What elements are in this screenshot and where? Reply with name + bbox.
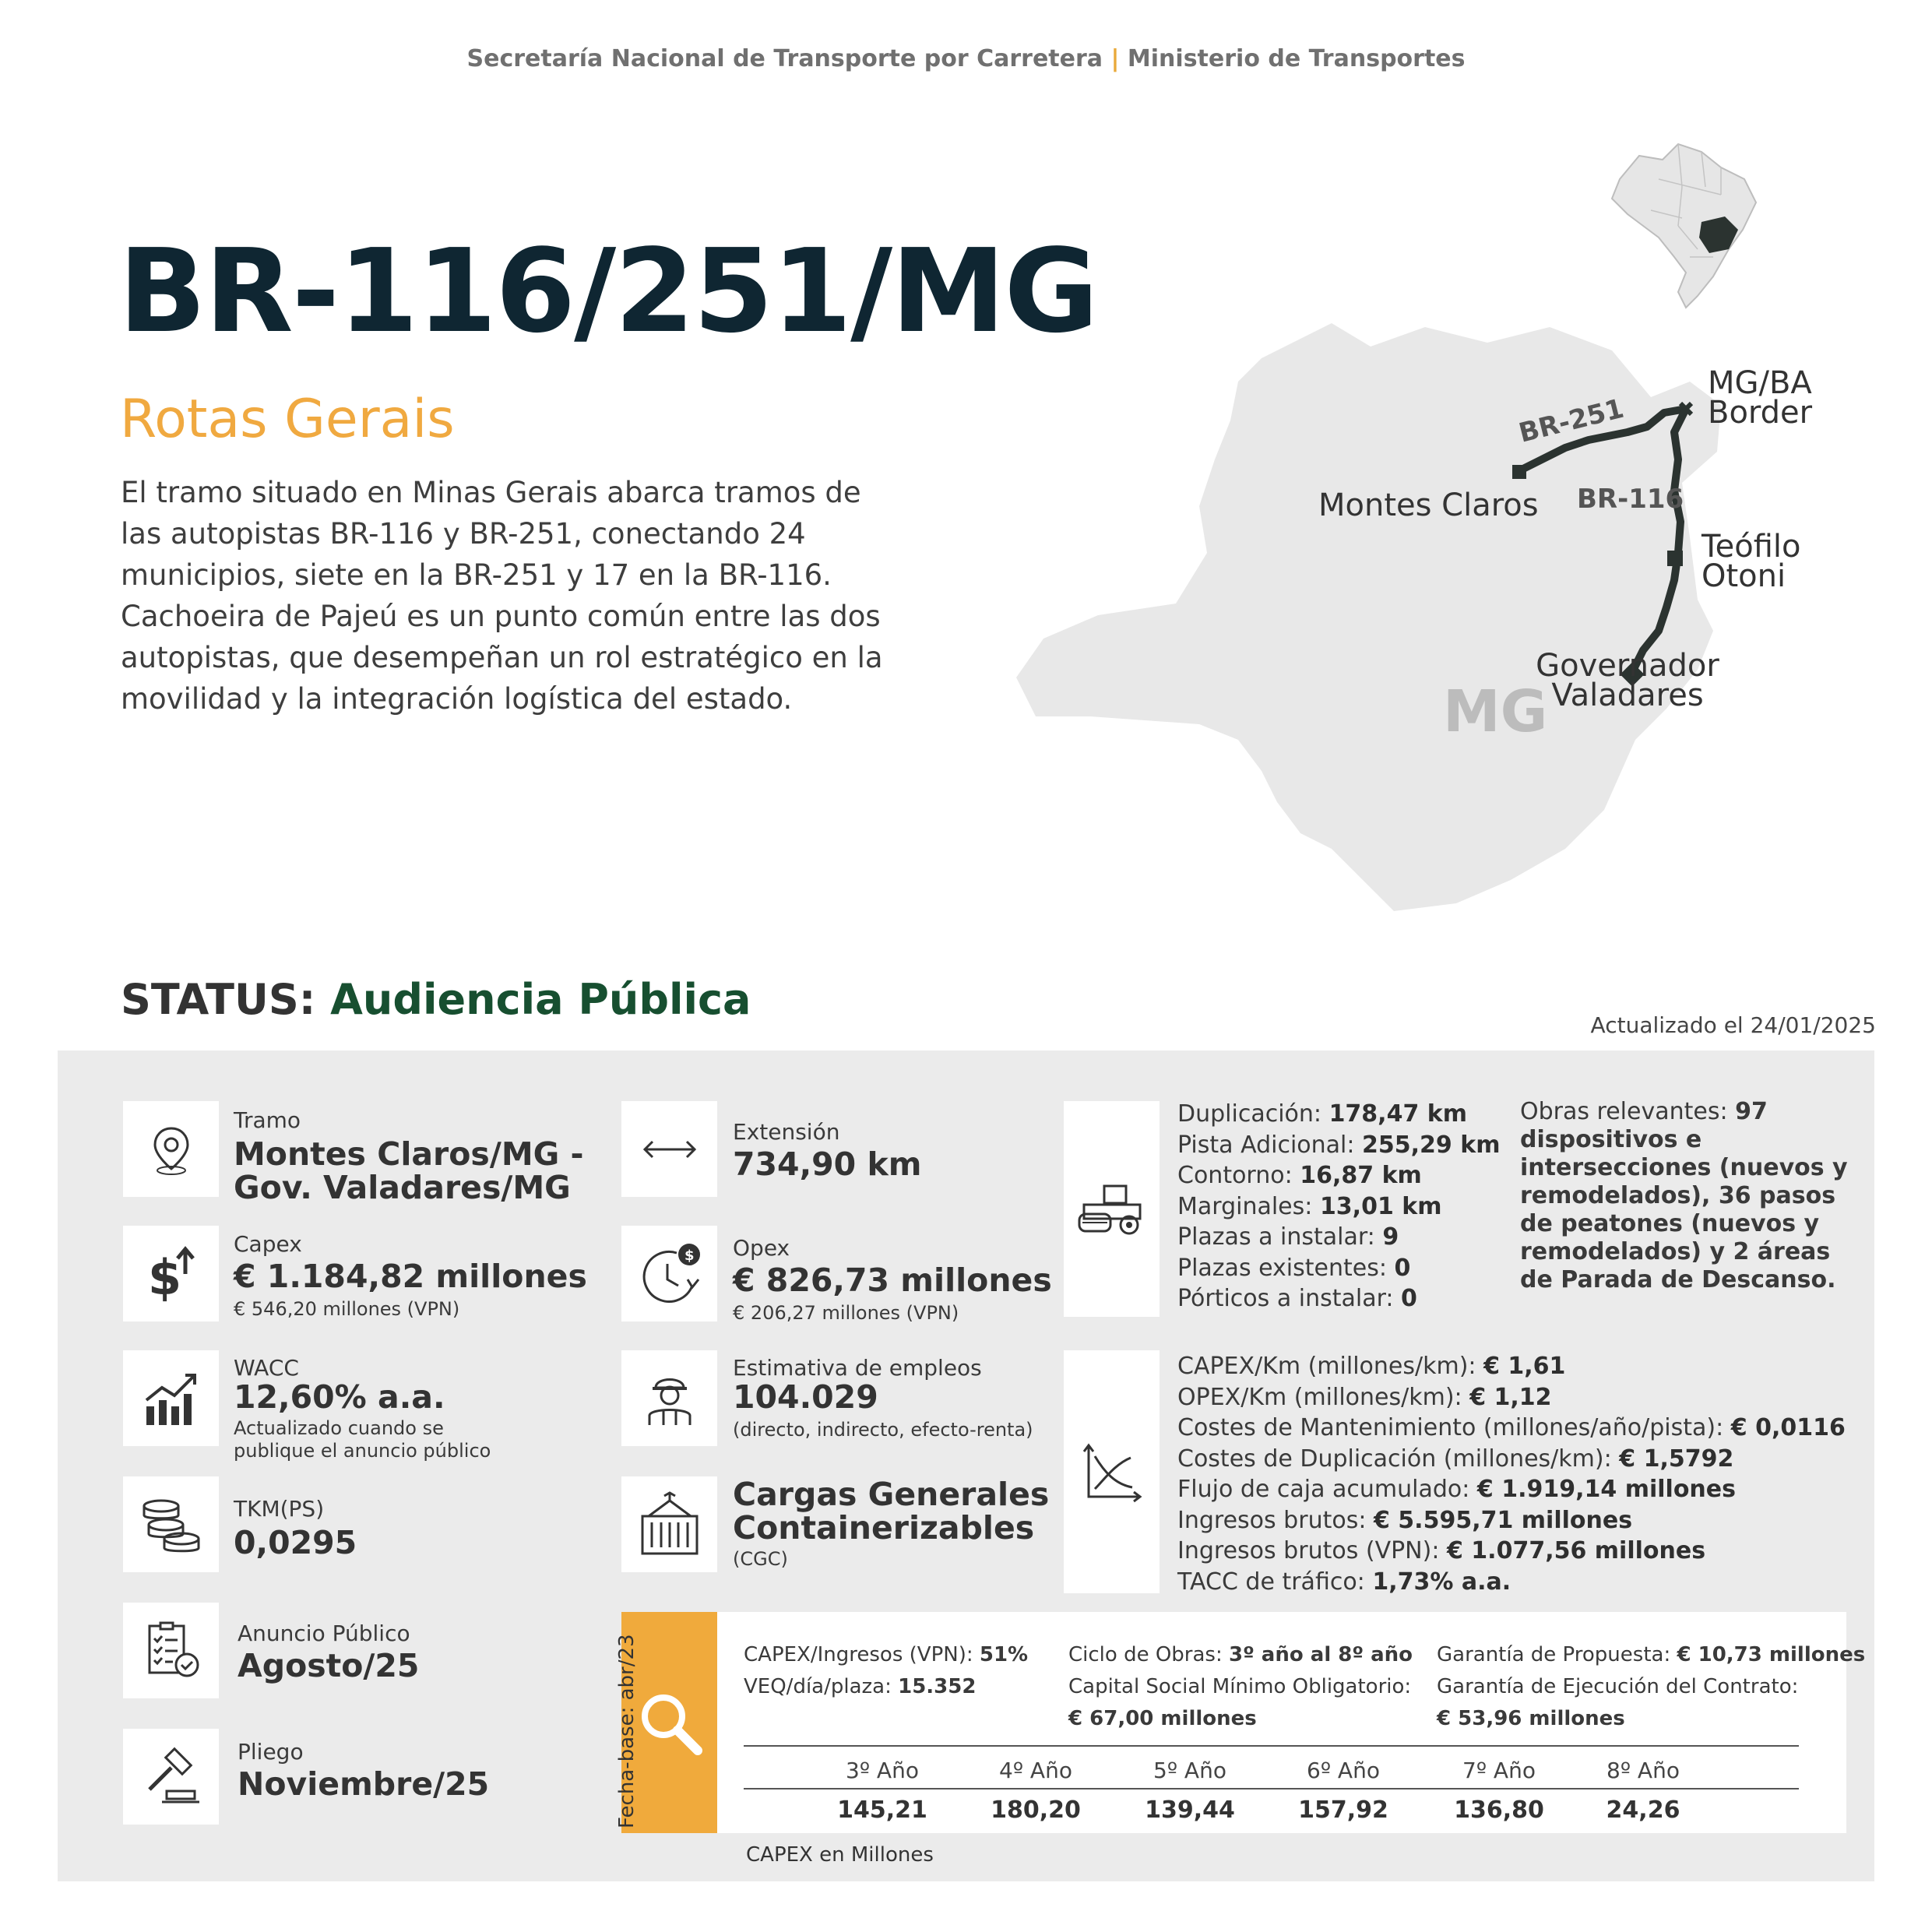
year-header: 4º Año (999, 1758, 1072, 1783)
montes-claros-marker (1512, 465, 1526, 479)
org-ministerio: Ministerio de Transportes (1127, 45, 1466, 72)
obras-relevantes (1520, 1098, 1870, 1294)
label-br-251: BR-251 (1515, 392, 1628, 449)
capital-label: Capital Social Mínimo Obligatorio: (1068, 1675, 1412, 1698)
teofilo-otoni-marker (1667, 551, 1683, 566)
tramo-line1: Montes Claros/MG - (234, 1135, 584, 1174)
label-montes-claros: Montes Claros (1318, 487, 1539, 523)
empleos-label: Estimativa de empleos (733, 1355, 982, 1381)
brazil-locator-map (1604, 140, 1760, 311)
dollar-up-icon (140, 1243, 202, 1305)
works-item: Duplicación: 178,47 km (1177, 1100, 1467, 1128)
empleos-icon-box (621, 1350, 717, 1446)
wacc-note-1: Actualizado cuando se (234, 1417, 444, 1440)
label-otoni: Otoni (1701, 558, 1786, 594)
works-item: Plazas existentes: 0 (1177, 1254, 1411, 1282)
double-arrow-icon (639, 1134, 701, 1165)
finance-item: CAPEX/Km (millones/km): € 1,61 (1177, 1353, 1566, 1380)
works-item: Pórticos a instalar: 0 (1177, 1285, 1417, 1312)
capex-year-value: 136,80 (1454, 1797, 1544, 1824)
label-mg-state: MG (1443, 678, 1548, 745)
finance-item: Ingresos brutos: € 5.595,71 millones (1177, 1506, 1633, 1534)
garantia-propuesta: Garantía de Propuesta: € 10,73 millones (1437, 1643, 1866, 1666)
cross-chart-icon (1081, 1441, 1143, 1503)
tramo-label: Tramo (234, 1107, 301, 1133)
capex-ingresos: CAPEX/Ingresos (VPN): 51% (744, 1643, 1029, 1666)
pliego-value: Noviembre/25 (238, 1765, 490, 1804)
updated-date: Actualizado el 24/01/2025 (1590, 1012, 1876, 1038)
tramo-icon-box (123, 1101, 219, 1197)
capex-block (234, 1232, 587, 1321)
bottom-col2 (1068, 1639, 1413, 1735)
tkm-block (234, 1497, 357, 1560)
finance-item: Ingresos brutos (VPN): € 1.077,56 millones (1177, 1537, 1706, 1564)
status-value: Audiencia Pública (330, 975, 751, 1024)
wacc-note-2: publique el anuncio público (234, 1440, 491, 1462)
gavel-icon (140, 1746, 202, 1808)
cargas-abbrev: (CGC) (733, 1548, 788, 1571)
anuncio-block (238, 1621, 419, 1683)
wacc-value: 12,60% a.a. (234, 1378, 445, 1416)
finance-item: Costes de Duplicación (millones/km): € 1,5792 (1177, 1445, 1734, 1473)
fecha-base: Fecha-base: abr/23 (615, 1634, 639, 1828)
tkm-label: TKM(PS) (234, 1496, 325, 1522)
wacc-block (234, 1356, 491, 1462)
capex-year-value: 157,92 (1298, 1797, 1388, 1824)
label-governador: Governador (1536, 648, 1719, 684)
cargas-line1: Cargas Generales (733, 1476, 1050, 1513)
capex-label: Capex (234, 1231, 302, 1257)
opex-vpn: € 206,27 millones (VPN) (733, 1302, 959, 1325)
works-list (1177, 1099, 1500, 1314)
status-label: STATUS: (121, 975, 316, 1024)
checklist-icon (140, 1620, 202, 1682)
org-secretaria: Secretaría Nacional de Transporte por Carretera (466, 45, 1103, 72)
finance-item: Costes de Mantenimiento (millones/año/pista): € 0,0116 (1177, 1414, 1846, 1441)
obras-label: Obras relevantes: (1520, 1098, 1728, 1125)
bottom-col1 (744, 1639, 1028, 1703)
anuncio-icon-box (123, 1603, 219, 1698)
location-pin-icon (144, 1122, 199, 1177)
works-icon-box (1064, 1101, 1160, 1317)
label-border: Border (1708, 395, 1813, 431)
cargas-line2: Containerizables (733, 1509, 1035, 1547)
growth-chart-icon (140, 1367, 202, 1430)
cargas-icon-box (621, 1476, 717, 1572)
road-roller-icon (1073, 1178, 1151, 1240)
header-separator: | (1110, 45, 1120, 72)
label-valadares: Valadares (1551, 677, 1704, 713)
bottom-col3 (1437, 1639, 1865, 1735)
works-item: Marginales: 13,01 km (1177, 1192, 1442, 1220)
opex-icon-box (621, 1226, 717, 1321)
label-mgba: MG/BA (1708, 365, 1812, 401)
label-teofilo: Teófilo (1701, 529, 1801, 565)
capital-value: € 67,00 millones (1068, 1707, 1257, 1730)
empleos-note: (directo, indirecto, efecto-renta) (733, 1419, 1033, 1441)
works-item: Plazas a instalar: 9 (1177, 1223, 1399, 1251)
coins-icon (138, 1494, 205, 1556)
garantia-ejecucion-value: € 53,96 millones (1437, 1707, 1625, 1730)
table-top-rule (744, 1745, 1799, 1747)
anuncio-label: Anuncio Público (238, 1621, 410, 1646)
empleos-value: 104.029 (733, 1378, 878, 1416)
obras-text: dispositivos e intersecciones (nuevos y remodelados), 36 pasos de peatones (nuevos y remodelados) y 2 áreas de Parada de Descanso. (1520, 1126, 1848, 1293)
page-title: BR-116/251/MG (118, 224, 1097, 358)
tramo-block (234, 1108, 584, 1205)
svg-text:$: $ (684, 1247, 695, 1264)
label-br-116: BR-116 (1577, 484, 1684, 515)
year-header: 8º Año (1606, 1758, 1680, 1783)
tkm-icon-box (123, 1476, 219, 1572)
obras-count: 97 (1735, 1098, 1768, 1125)
extension-block (733, 1119, 922, 1184)
cargas-block (733, 1478, 1049, 1571)
capex-vpn: € 546,20 millones (VPN) (234, 1298, 460, 1321)
table-mid-rule (744, 1788, 1799, 1789)
ciclo-obras: Ciclo de Obras: 3º año al 8º año (1068, 1643, 1413, 1666)
header-organizations (0, 45, 1932, 72)
works-item: Pista Adicional: 255,29 km (1177, 1131, 1501, 1159)
empleos-block (733, 1356, 1033, 1441)
pliego-icon-box (123, 1729, 219, 1825)
description: El tramo situado en Minas Gerais abarca tramos de las autopistas BR-116 y BR-251, conectando 24 municipios, siete en la BR-251 y 17 en la BR-116. Cachoeira de Pajeú es un punto común entre las dos autopistas, que desempeñan un rol estratégico en la movilidad y la integración logística del estado. (121, 476, 883, 716)
worker-icon (639, 1367, 701, 1430)
capex-year-value: 180,20 (991, 1797, 1081, 1824)
opex-block (733, 1236, 1052, 1325)
finance-item: OPEX/Km (millones/km): € 1,12 (1177, 1383, 1552, 1411)
pliego-block (238, 1739, 490, 1804)
extension-value: 734,90 km (733, 1145, 922, 1184)
status-line (121, 975, 751, 1024)
capex-year-value: 139,44 (1145, 1797, 1235, 1824)
extension-icon-box (621, 1101, 717, 1197)
finance-item: TACC de tráfico: 1,73% a.a. (1177, 1568, 1511, 1596)
pliego-label: Pliego (238, 1739, 304, 1765)
anuncio-value: Agosto/25 (238, 1647, 420, 1685)
opex-value: € 826,73 millones (733, 1262, 1052, 1300)
tkm-value: 0,0295 (234, 1524, 357, 1562)
veq-dia-plaza: VEQ/día/plaza: 15.352 (744, 1675, 977, 1698)
wacc-icon-box (123, 1350, 219, 1446)
tramo-line2: Gov. Valadares/MG (234, 1169, 571, 1207)
year-header: 3º Año (846, 1758, 919, 1783)
clock-dollar-icon (635, 1239, 705, 1309)
finance-list (1177, 1351, 1846, 1597)
svg-text:$: $ (147, 1248, 181, 1305)
opex-label: Opex (733, 1235, 790, 1261)
mg-route-map (1005, 304, 1822, 919)
works-item: Contorno: 16,87 km (1177, 1162, 1422, 1189)
garantia-ejecucion-label: Garantía de Ejecución del Contrato: (1437, 1675, 1799, 1698)
finance-icon-box (1064, 1350, 1160, 1593)
capex-units-note: CAPEX en Millones (746, 1843, 934, 1867)
capex-icon-box (123, 1226, 219, 1321)
wacc-label: WACC (234, 1355, 299, 1381)
container-icon (635, 1490, 705, 1560)
year-header: 5º Año (1153, 1758, 1226, 1783)
magnifier-icon (632, 1685, 707, 1760)
year-header: 7º Año (1462, 1758, 1536, 1783)
capex-year-value: 24,26 (1606, 1797, 1680, 1824)
extension-label: Extensión (733, 1119, 840, 1145)
capex-year-value: 145,21 (837, 1797, 927, 1824)
capex-value: € 1.184,82 millones (234, 1258, 587, 1296)
year-header: 6º Año (1307, 1758, 1380, 1783)
page-subtitle: Rotas Gerais (120, 389, 455, 450)
finance-item: Flujo de caja acumulado: € 1.919,14 millones (1177, 1476, 1736, 1503)
